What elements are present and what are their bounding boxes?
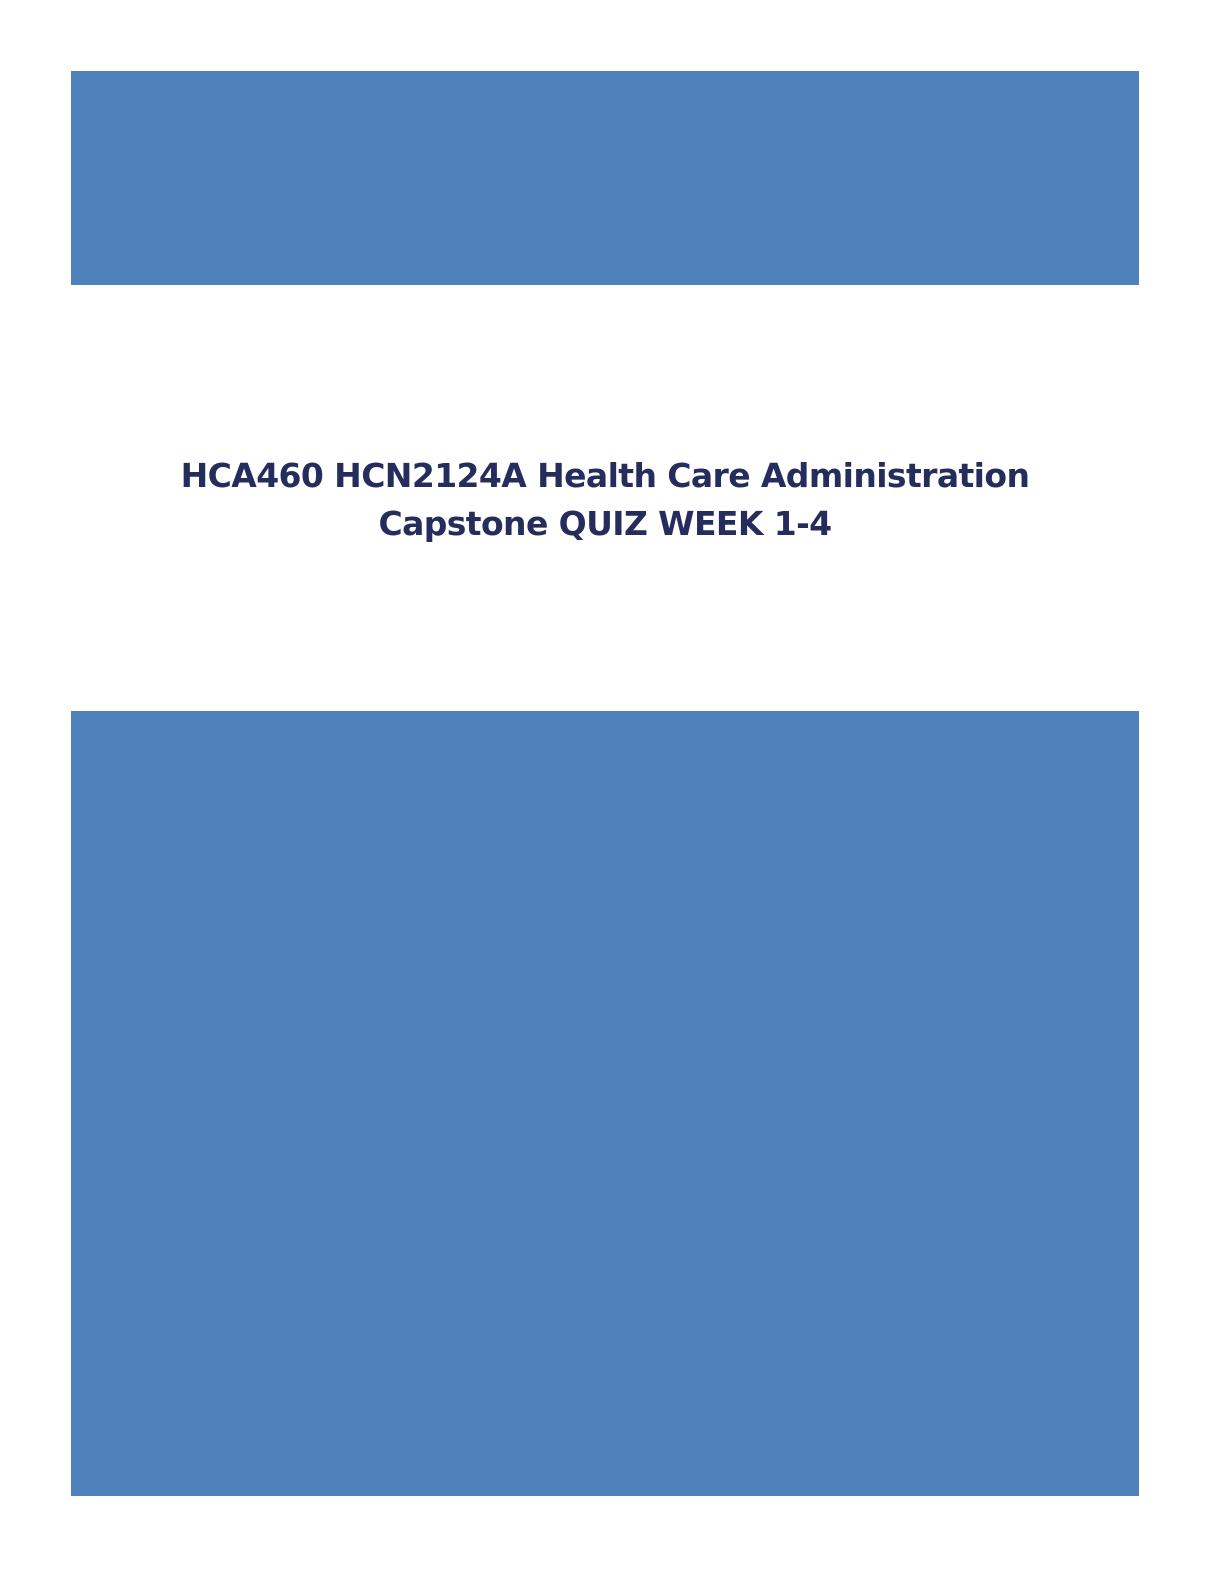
bottom-color-band <box>71 711 1139 1496</box>
top-color-band <box>71 71 1139 285</box>
title-line-1: HCA460 HCN2124A Health Care Administration <box>180 456 1030 495</box>
document-title <box>71 452 1139 548</box>
title-line-2: Capstone QUIZ WEEK 1-4 <box>378 504 832 543</box>
